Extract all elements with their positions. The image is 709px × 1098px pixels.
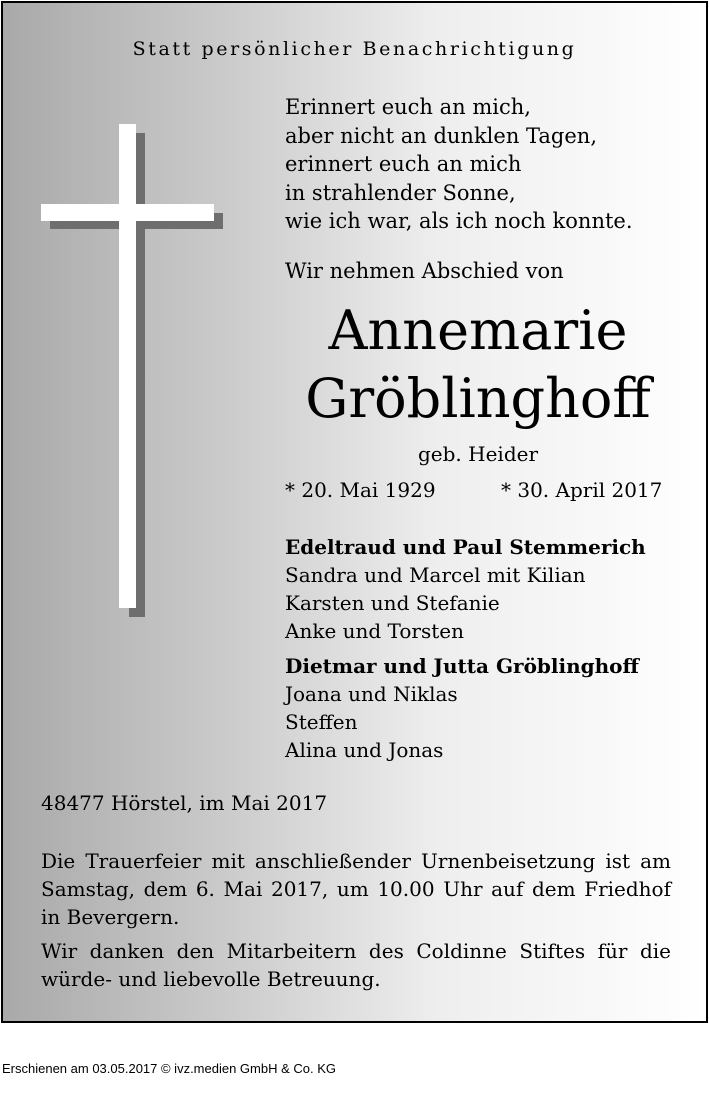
- death-date: * 30. April 2017: [501, 478, 663, 502]
- cross-beam-vertical: [119, 124, 136, 608]
- birth-date: * 20. Mai 1929: [285, 478, 436, 502]
- thanks-note: Wir danken den Mitarbeitern des Coldinne Stiftes für die würde- und liebevolle Betreuung.: [41, 939, 671, 991]
- place-and-date: 48477 Hörstel, im Mai 2017: [41, 791, 328, 815]
- poem-line: erinnert euch an mich: [285, 152, 522, 177]
- family-member: Joana und Niklas: [285, 682, 458, 706]
- family-group: [285, 533, 646, 645]
- deceased-first-name: Annemarie: [328, 299, 628, 362]
- family-lead: Dietmar und Jutta Gröblinghoff: [285, 654, 639, 678]
- birth-name: geb. Heider: [417, 442, 539, 466]
- farewell-line: Wir nehmen Abschied von: [285, 259, 564, 283]
- poem: [285, 93, 633, 236]
- deceased-last-name: Gröblinghoff: [305, 367, 651, 430]
- poem-line: Erinnert euch an mich,: [285, 95, 531, 119]
- obituary-notice: [1, 1, 708, 1023]
- notice-header: Statt persönlicher Benachrichtigung: [132, 38, 577, 60]
- family-member: Anke und Torsten: [285, 619, 464, 643]
- family-member: Sandra und Marcel mit Kilian: [285, 563, 586, 587]
- family-member: Steffen: [285, 710, 358, 734]
- poem-line: in strahlender Sonne,: [285, 180, 516, 205]
- poem-line: wie ich war, als ich noch konnte.: [285, 209, 633, 234]
- family-member: Karsten und Stefanie: [285, 591, 500, 615]
- family-lead: Edeltraud und Paul Stemmerich: [285, 535, 646, 559]
- family-group: [285, 652, 639, 764]
- cross-beam-horizontal: [41, 204, 214, 221]
- cross-icon: [3, 3, 243, 643]
- funeral-info: Die Trauerfeier mit anschließender Urnenbeisetzung ist am Samstag, dem 6. Mai 2017, um 10.00 Uhr auf dem Friedhof in Bevergern.: [41, 849, 671, 929]
- family-member: Alina und Jonas: [285, 738, 444, 762]
- publication-footer: Erschienen am 03.05.2017 © ivz.medien GmbH & Co. KG: [2, 1061, 337, 1076]
- poem-line: aber nicht an dunklen Tagen,: [285, 123, 597, 148]
